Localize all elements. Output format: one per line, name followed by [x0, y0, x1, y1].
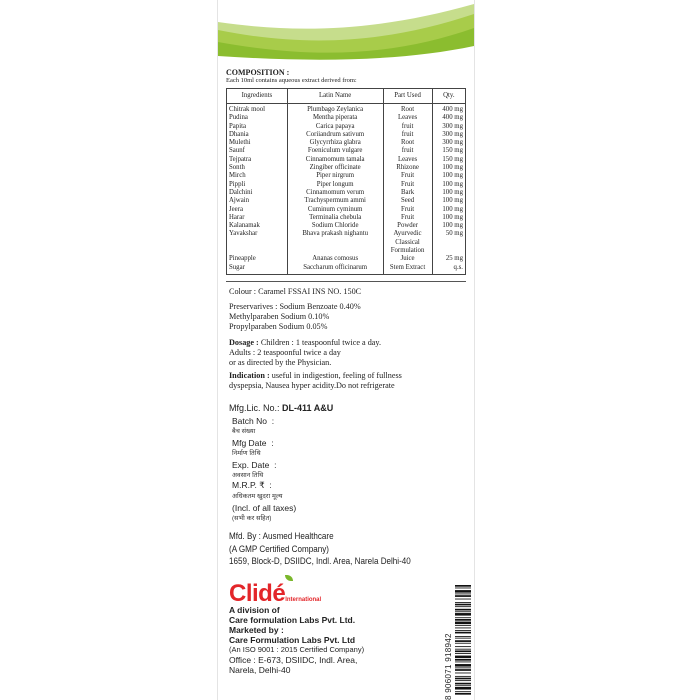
- mfg-date-hindi: निर्माण तिथि: [232, 450, 261, 457]
- colour-text: Colour : Caramel FSSAI INS NO. 150C: [229, 287, 362, 296]
- latin-name-cell: Cinnamomum tamala: [287, 156, 383, 164]
- barcode-bar: [455, 606, 471, 607]
- part-used-cell: Fruit: [383, 172, 432, 180]
- division-line: Care formulation Labs Pvt. Ltd.: [229, 615, 356, 625]
- table-row: [227, 247, 466, 255]
- brand-name: Clidé: [229, 580, 286, 607]
- product-label: [217, 0, 475, 700]
- mfg-date-label: Mfg Date: [232, 438, 267, 448]
- barcode-bar: [455, 604, 471, 606]
- qty-cell: 100 mg: [432, 181, 465, 189]
- qty-cell: 100 mg: [432, 172, 465, 180]
- ingredient-cell: Saunf: [227, 147, 288, 155]
- ingredient-cell: Pineapple: [227, 255, 288, 263]
- barcode-bar: [455, 613, 471, 616]
- manufacturer-line: Mfd. By : Ausmed Healthcare: [229, 531, 334, 542]
- barcode-bar: [455, 669, 471, 671]
- latin-name-cell: Bhava prakash nighantu: [287, 230, 383, 238]
- mfg-lic: [229, 404, 333, 414]
- qty-cell: [432, 239, 465, 247]
- part-used-cell: Leaves: [383, 156, 432, 164]
- mrp-hindi: अधिकतम खुदरा मूल्य: [232, 493, 283, 500]
- barcode-bar: [455, 664, 471, 667]
- latin-name-cell: Mentha piperata: [287, 114, 383, 122]
- ingredient-cell: Mirch: [227, 172, 288, 180]
- barcode-bar: [455, 683, 471, 685]
- barcode-bar: [455, 628, 471, 629]
- barcode-bar: [455, 619, 471, 621]
- batch-no-sep: :: [271, 416, 275, 426]
- ingredient-cell: Pippli: [227, 181, 288, 189]
- barcode: [455, 585, 471, 695]
- qty-cell: 400 mg: [432, 114, 465, 122]
- indication-label: Indication :: [229, 371, 270, 380]
- barcode-bar: [455, 636, 471, 637]
- barcode-bar: [455, 599, 471, 600]
- manufacturer-line: (A GMP Certified Company): [229, 543, 329, 555]
- part-used-cell: Rhizone: [383, 164, 432, 172]
- part-used-cell: Stem Extract: [383, 264, 432, 275]
- ingredient-cell: Chitrak mool: [227, 104, 288, 115]
- latin-name-cell: Piper nirgrum: [287, 172, 383, 180]
- table-row: [227, 147, 466, 155]
- barcode-number: 8 906071 918942: [444, 633, 453, 700]
- part-used-cell: fruit: [383, 123, 432, 131]
- ingredient-cell: Sugar: [227, 264, 288, 275]
- ingredient-cell: Yavakshar: [227, 230, 288, 238]
- qty-cell: 100 mg: [432, 164, 465, 172]
- barcode-bar: [455, 691, 471, 692]
- barcode-bar: [455, 609, 471, 611]
- barcode-bar: [455, 650, 471, 652]
- table-row: [227, 197, 466, 205]
- green-wave-banner: [218, 0, 474, 66]
- qty-cell: 300 mg: [432, 139, 465, 147]
- ingredient-cell: Kalanamak: [227, 222, 288, 230]
- part-used-cell: Seed: [383, 197, 432, 205]
- barcode-bar: [455, 643, 471, 644]
- barcode-bar: [455, 659, 471, 661]
- latin-name-cell: Cuminum cyminum: [287, 206, 383, 214]
- part-used-cell: Formulation: [383, 247, 432, 255]
- part-used-cell: fruit: [383, 131, 432, 139]
- header-ingredients: Ingredients: [227, 89, 288, 104]
- mrp-field: [232, 480, 283, 500]
- table-row: [227, 222, 466, 230]
- table-row: [227, 239, 466, 247]
- indication-line: [229, 371, 402, 381]
- latin-name-cell: Foeniculum vulgare: [287, 147, 383, 155]
- barcode-bar: [455, 638, 471, 639]
- leaf-icon: [285, 575, 293, 581]
- barcode-bar: [455, 667, 471, 668]
- office-line: Narela, Delhi-40: [229, 665, 291, 675]
- latin-name-cell: Piper longum: [287, 181, 383, 189]
- barcode-bar: [455, 653, 471, 654]
- qty-cell: 300 mg: [432, 123, 465, 131]
- table-row: [227, 131, 466, 139]
- latin-name-cell: Ananas comosus: [287, 255, 383, 263]
- mfg-lic-value: DL-411 A&U: [279, 403, 334, 413]
- marketer-block: [229, 605, 364, 675]
- barcode-bar: [455, 625, 471, 626]
- preservatives-line: Methylparaben Sodium 0.10%: [229, 312, 330, 321]
- ingredient-cell: Ajwain: [227, 197, 288, 205]
- clide-logo: [229, 580, 321, 608]
- composition-title: COMPOSITION :: [226, 68, 290, 77]
- batch-no-label: Batch No: [232, 416, 267, 426]
- qty-cell: 100 mg: [432, 222, 465, 230]
- qty-cell: 50 mg: [432, 230, 465, 238]
- part-used-cell: Fruit: [383, 214, 432, 222]
- batch-no-field: [232, 416, 274, 435]
- barcode-bar: [455, 594, 471, 595]
- table-row: [227, 206, 466, 214]
- ingredient-cell: Mulethi: [227, 139, 288, 147]
- latin-name-cell: Glycyrrhiza glabra: [287, 139, 383, 147]
- barcode-bar: [455, 693, 471, 695]
- barcode-bar: [455, 676, 471, 677]
- qty-cell: 25 mg: [432, 255, 465, 263]
- header-part-used: Part Used: [383, 89, 432, 104]
- latin-name-cell: Zingiber officinate: [287, 164, 383, 172]
- dosage-label: Dosage :: [229, 338, 259, 347]
- manufacturer-line: 1659, Block-D, DSIIDC, Indl. Area, Narela Delhi-40: [229, 556, 411, 567]
- part-used-cell: Juice: [383, 255, 432, 263]
- manufacturer-block: [229, 531, 411, 569]
- iso-line: (An ISO 9001 : 2015 Certified Company): [229, 645, 365, 654]
- divider: [226, 281, 466, 282]
- ingredient-cell: Papita: [227, 123, 288, 131]
- part-used-cell: Fruit: [383, 206, 432, 214]
- table-row: [227, 181, 466, 189]
- ingredients-table: [226, 88, 466, 275]
- ingredient-cell: Sonth: [227, 164, 288, 172]
- preservatives-line: Propylparaben Sodium 0.05%: [229, 322, 328, 331]
- latin-name-cell: Carica papaya: [287, 123, 383, 131]
- latin-name-cell: Cinnamomum verum: [287, 189, 383, 197]
- office-line: Office : E-673, DSIIDC, Indl. Area,: [229, 655, 358, 665]
- barcode-bar: [455, 656, 471, 659]
- barcode-bar: [455, 640, 471, 642]
- barcode-bar: [455, 602, 471, 603]
- dosage-line: Adults : 2 teaspoonful twice a day: [229, 348, 341, 357]
- table-header-row: [227, 89, 466, 104]
- part-used-cell: Powder: [383, 222, 432, 230]
- ingredient-cell: Pudina: [227, 114, 288, 122]
- qty-cell: 100 mg: [432, 214, 465, 222]
- mrp-label: M.R.P. ₹: [232, 480, 265, 490]
- ingredient-cell: Harar: [227, 214, 288, 222]
- table-row: [227, 164, 466, 172]
- qty-cell: 150 mg: [432, 156, 465, 164]
- latin-name-cell: Sodium Chloride: [287, 222, 383, 230]
- latin-name-cell: Coriiandrum sativum: [287, 131, 383, 139]
- barcode-bar: [455, 662, 471, 663]
- table-row: [227, 139, 466, 147]
- latin-name-cell: [287, 239, 383, 247]
- mfg-date-field: [232, 438, 274, 457]
- preservatives-line: Preservarives : Sodium Benzoate 0.40%: [229, 302, 361, 311]
- exp-date-field: [232, 460, 276, 479]
- indication-line: dyspepsia, Nausea hyper acidity.Do not refrigerate: [229, 381, 395, 390]
- barcode-bar: [455, 685, 471, 686]
- taxes-hindi: (सभी कर सहित): [232, 515, 272, 522]
- part-used-cell: Fruit: [383, 181, 432, 189]
- exp-date-sep: :: [274, 460, 277, 470]
- barcode-bar: [455, 622, 471, 625]
- header-qty: Qty.: [432, 89, 465, 104]
- marketed-by-line: Care Formulation Labs Pvt. Ltd: [229, 635, 356, 645]
- taxes-en: (Incl. of all taxes): [232, 503, 297, 513]
- table-row: [227, 264, 466, 275]
- marketed-by-line: Marketed by :: [229, 625, 284, 635]
- barcode-bar: [455, 630, 471, 631]
- division-line: A division of: [229, 605, 280, 615]
- ingredient-cell: Dhania: [227, 131, 288, 139]
- barcode-bar: [455, 678, 471, 680]
- dosage-line: or as directed by the Physician.: [229, 358, 332, 367]
- ingredient-cell: [227, 247, 288, 255]
- table-row: [227, 156, 466, 164]
- part-used-cell: Classical: [383, 239, 432, 247]
- latin-name-cell: Trachyspermum ammi: [287, 197, 383, 205]
- part-used-cell: Bark: [383, 189, 432, 197]
- qty-cell: 100 mg: [432, 197, 465, 205]
- table-row: [227, 123, 466, 131]
- taxes-note: [232, 503, 296, 522]
- header-latin-name: Latin Name: [287, 89, 383, 104]
- barcode-bar: [455, 632, 471, 634]
- barcode-bar: [455, 617, 471, 618]
- table-row: [227, 255, 466, 263]
- barcode-bar: [455, 687, 471, 690]
- latin-name-cell: Saccharum officinarum: [287, 264, 383, 275]
- batch-no-hindi: बैच संख्या: [232, 428, 256, 435]
- table-row: [227, 189, 466, 197]
- table-row: [227, 172, 466, 180]
- ingredient-cell: [227, 239, 288, 247]
- barcode-bar: [455, 585, 471, 587]
- barcode-bar: [455, 595, 471, 597]
- barcode-bar: [455, 646, 471, 647]
- table-row: [227, 104, 466, 115]
- part-used-cell: Root: [383, 139, 432, 147]
- qty-cell: 100 mg: [432, 206, 465, 214]
- mfg-date-sep: :: [271, 438, 274, 448]
- barcode-bar: [455, 590, 471, 593]
- dosage-text: Children : 1 teaspoonful twice a day.: [258, 338, 382, 347]
- table-row: [227, 230, 466, 238]
- ingredient-cell: Tejpatra: [227, 156, 288, 164]
- part-used-cell: Ayurvedic: [383, 230, 432, 238]
- mrp-sep: :: [269, 480, 272, 490]
- latin-name-cell: Terminalia chebula: [287, 214, 383, 222]
- part-used-cell: fruit: [383, 147, 432, 155]
- ingredient-cell: Dalchini: [227, 189, 288, 197]
- composition-subtitle: Each 10ml contains aqueous extract derived from:: [226, 77, 357, 84]
- barcode-bar: [455, 680, 471, 681]
- part-used-cell: Root: [383, 104, 432, 115]
- qty-cell: 150 mg: [432, 147, 465, 155]
- ingredient-cell: Jeera: [227, 206, 288, 214]
- qty-cell: q.s.: [432, 264, 465, 275]
- qty-cell: [432, 247, 465, 255]
- qty-cell: 400 mg: [432, 104, 465, 115]
- part-used-cell: Leaves: [383, 114, 432, 122]
- qty-cell: 100 mg: [432, 189, 465, 197]
- table-row: [227, 214, 466, 222]
- latin-name-cell: Plumbago Zeylanica: [287, 104, 383, 115]
- mfg-lic-label: Mfg.Lic. No.:: [229, 403, 280, 413]
- dosage-line: [229, 338, 381, 348]
- barcode-bar: [455, 588, 471, 589]
- barcode-bar: [455, 611, 471, 612]
- indication-text: useful in indigestion, feeling of fullness: [269, 371, 402, 380]
- exp-date-hindi: अवसान तिथि: [232, 472, 264, 479]
- barcode-bar: [455, 673, 471, 674]
- qty-cell: 300 mg: [432, 131, 465, 139]
- table-row: [227, 114, 466, 122]
- barcode-bar: [455, 649, 471, 650]
- brand-suffix: International: [285, 597, 322, 603]
- latin-name-cell: [287, 247, 383, 255]
- exp-date-label: Exp. Date: [232, 460, 270, 470]
